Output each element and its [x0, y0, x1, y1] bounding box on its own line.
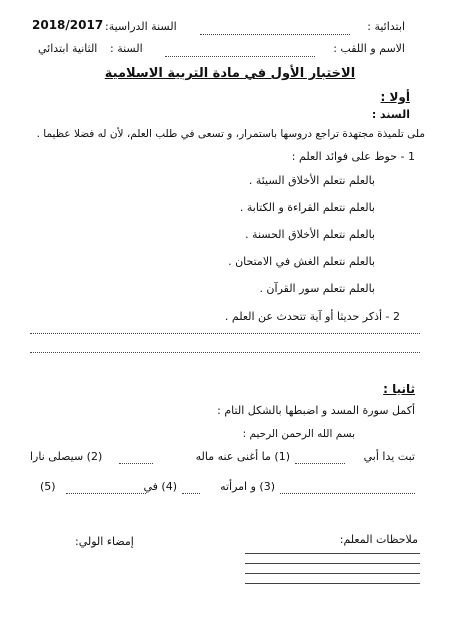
- section1-heading: أولا :: [380, 90, 410, 104]
- grade-label: السنة :: [110, 42, 143, 55]
- blank-3: [280, 493, 415, 494]
- answer-line-1: [30, 333, 420, 334]
- blank-4: [182, 493, 200, 494]
- blank-5: [66, 493, 146, 494]
- school-label: ابتدائية :: [367, 20, 405, 33]
- section2-heading: ثانيا :: [383, 382, 415, 396]
- answer-line-2: [30, 352, 420, 353]
- blank-2: [119, 463, 153, 464]
- surah-line1-b: (1) ما أغنى عنه ماله: [195, 450, 290, 463]
- option-4: بالعلم نتعلم الغش في الامتحان .: [228, 255, 375, 268]
- surah-line2-c: (5): [40, 480, 56, 493]
- year-value: 2018/2017: [32, 18, 104, 32]
- blank-1: [295, 463, 345, 464]
- year-label: السنة الدراسية:: [105, 20, 177, 33]
- surah-line1-c: (2) سيصلى نارا: [30, 450, 103, 463]
- q2-text: 2 - أذكر حديثا أو آية تتحدث عن العلم .: [224, 310, 400, 323]
- option-5: بالعلم نتعلم سور القرآن .: [259, 282, 375, 295]
- basmala: بسم الله الرحمن الرحيم :: [242, 428, 355, 440]
- notes-line-3: [245, 573, 420, 574]
- page-title: الاختبار الأول في مادة التربية الاسلامية: [104, 66, 356, 81]
- surah-line2-a: (3) و امرأته: [220, 480, 275, 493]
- notes-line-4: [245, 583, 420, 584]
- parent-signature-label: إمضاء الولي:: [75, 535, 134, 548]
- option-3: بالعلم نتعلم الأخلاق الحسنة .: [245, 228, 375, 241]
- section2-instruction: أكمل سورة المسد و اضبطها بالشكل التام :: [217, 404, 415, 417]
- surah-line2-b: (4) في: [143, 480, 177, 493]
- surah-line1-a: تبت يدا أبي: [363, 450, 415, 463]
- section1-text: ملى تلميذة مجتهدة تراجع دروسها باستمرار، و تسعى في طلب العلم، لأن له فضلا عظيما .: [36, 128, 425, 140]
- name-blank: [165, 56, 315, 57]
- school-blank: [200, 34, 350, 35]
- section1-sub: السند :: [371, 108, 410, 121]
- name-label: الاسم و اللقب :: [333, 42, 405, 55]
- grade-value: الثانية ابتدائي: [38, 42, 98, 55]
- option-2: بالعلم نتعلم القراءة و الكتابة .: [239, 201, 375, 214]
- notes-line-2: [245, 563, 420, 564]
- teacher-notes-label: ملاحظات المعلم:: [339, 533, 418, 546]
- option-1: بالعلم نتعلم الأخلاق السيئة .: [248, 174, 375, 187]
- notes-line-1: [245, 553, 420, 554]
- q1-text: 1 - حوط على فوائد العلم :: [291, 150, 415, 163]
